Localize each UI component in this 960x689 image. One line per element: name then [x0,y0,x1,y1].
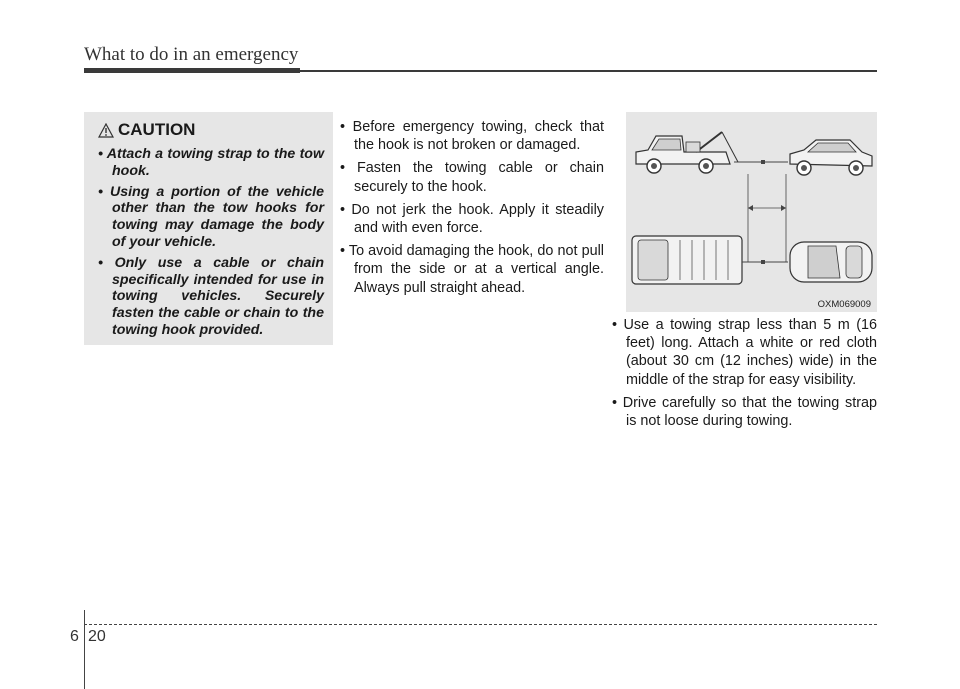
towing-illustration [626,112,877,312]
list-item: • Do not jerk the hook. Apply it steadily and with even force. [340,201,604,237]
list-item: • Before emergency towing, check that the hook is not broken or damaged. [340,119,604,154]
footer-rule [84,624,877,625]
towed-car-side-icon [790,140,872,175]
chapter-number: 6 [70,628,79,645]
page-number: 20 [88,628,106,645]
caution-item: • Only use a cable or chain specifically intended for use in towing vehicles. Securely fasten the cable or chain to the towing hook provided. [98,254,324,338]
warning-triangle-icon [98,123,114,138]
section-title: What to do in an emergency [84,44,299,65]
caution-title: CAUTION [118,120,196,139]
tow-truck-top-icon [632,236,742,284]
list-item: • Fasten the towing cable or chain securely to the hook. [340,160,604,195]
figure-code: OXM069009 [817,299,871,310]
list-item: • Drive carefully so that the towing strap is not loose during towing. [612,394,877,430]
caution-heading [98,120,195,140]
list-item: • Use a towing strap less than 5 m (16 feet) long. Attach a white or red cloth (about 30 cm (12 inches) wide) in the middle of the strap for easy visibility. [612,317,877,388]
header-rule-thin [300,70,877,72]
list-item: • To avoid damaging the hook, do not pull from the side or at a vertical angle. Always pull straight ahead. [340,243,604,296]
header-rule-thick [84,68,300,73]
caution-item: • Using a portion of the vehicle other than the tow hooks for towing may damage the body of your vehicle. [98,183,324,250]
towed-car-top-icon [790,242,872,282]
towing-precautions-list [340,118,604,302]
tow-strap-instructions-list [612,316,877,435]
caution-box [84,112,333,345]
caution-item: • Attach a towing strap to the tow hook. [98,146,324,179]
footer-divider [84,610,85,689]
tow-truck-side-icon [636,132,738,173]
towing-diagram [626,112,877,312]
caution-list [98,146,324,343]
